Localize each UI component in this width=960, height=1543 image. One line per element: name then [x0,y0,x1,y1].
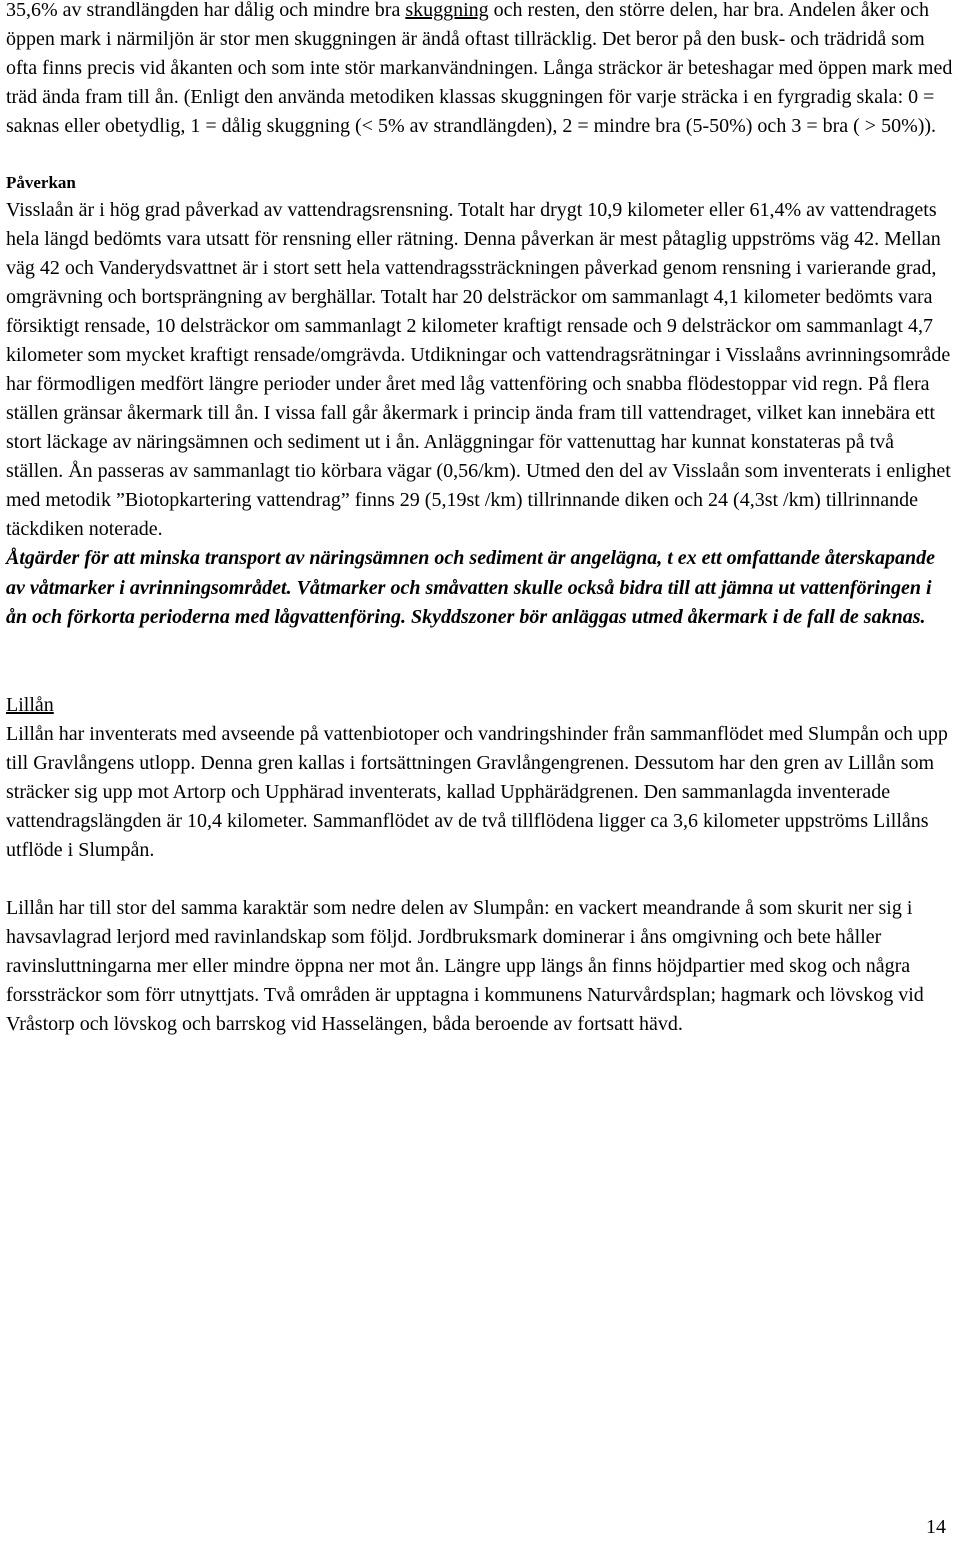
intro-underlined-term: skuggning [405,0,489,21]
document-page [6,0,954,1039]
page-number: 14 [926,1516,946,1538]
lillan-paragraph-1: Lillån har inventerats med avseende på vattenbiotoper och vandringshinder från sammanflödet med Slumpån och upp till Gravlångens utlopp. Denna gren kallas i fortsättningen Gravlångengrenen. Dessutom har den gren av Lillån som sträcker sig upp mot Artorp och Upphärad inventerats, kallad Upphärädgrenen. Den sammanlagda inventerade vattendragslängden är 10,4 kilometer. Sammanflödet av de två tillflödena ligger ca 3,6 kilometer uppströms Lillåns utflöde i Slumpån. [6,722,948,861]
paverkan-paragraph: Visslaån är i hög grad påverkad av vattendragsrensning. Totalt har drygt 10,9 kilometer eller 61,4% av vattendragets hela längd bedömts vara utsatt för rensning eller rätning. Denna påverkan är mest påtaglig uppströms väg 42. Mellan väg 42 och Vanderydsvattnet är i stort sett hela vattendragssträckningen påverkad genom rensning i varierande grad, omgrävning och bortsprängning av berghällar. Totalt har 20 delsträckor om sammanlagt 4,1 kilometer bedömts vara försiktigt rensade, 10 delsträckor om sammanlagt 2 kilometer kraftigt rensade och 9 delsträckor om sammanlagt 4,7 kilometer som mycket kraftigt rensade/omgrävda. Utdikningar och vattendragsrätningar i Visslaåns avrinningsområde har förmodligen medfört längre perioder under året med låg vattenföring och snabba flödestoppar vid regn. På flera ställen gränsar åkermark till ån. I vissa fall går åkermark i princip ända fram till vattendraget, vilket kan innebära ett stort läckage av näringsämnen och sediment ut i ån. Anläggningar för vattenuttag har kunnat konstateras på två ställen. Ån passeras av sammanlagt tio körbara vägar (0,56/km). Utmed den del av Visslaån som inventerats i enlighet med metodik ”Biotopkartering vattendrag” finns 29 (5,19st /km) tillrinnande diken och 24 (4,3st /km) tillrinnande täckdiken noterade. [6,199,951,540]
measures-paragraph: Åtgärder för att minska transport av näringsämnen och sediment är angelägna, t ex ett omfattande återskapande av våtmarker i avrinningsområdet. Våtmarker och småvatten skulle också bidra till att jämna ut vattenföringen i ån och förkorta perioderna med lågvattenföring. Skyddszoner bör anläggas utmed åkermark i de fall de saknas. [6,547,935,628]
intro-paragraph [6,0,954,141]
paragraph-spacer [6,865,954,894]
lillan-section-title: Lillån [6,693,54,716]
intro-rest: och resten, den större delen, har bra. Andelen åker och öppen mark i närmiljön är stor men skuggningen är ändå oftast tillräcklig. Det beror på den busk- och trädridå som ofta finns precis vid åkanten och som inte stör markanvändningen. Långa sträckor är beteshagar med öppen mark med träd ända fram till ån. (Enligt den använda metodiken klassas skuggningen för varje sträcka i en fyrgradig skala: 0 = saknas eller obetydlig, 1 = dålig skuggning (< 5% av strandlängden), 2 = mindre bra (5-50%) och 3 = bra ( > 50%)). [6,0,953,137]
lillan-paragraph-2: Lillån har till stor del samma karaktär som nedre delen av Slumpån: en vackert meandrande å som skurit ner sig i havsavlagrad lerjord med ravinlandskap som följd. Jordbruksmark dominerar i åns omgivning och bete håller ravinsluttningarna mer eller mindre öppna ner mot ån. Längre upp längs ån finns höjdpartier med skog och några forssträckor som förr utnyttjats. Två områden är upptagna i kommunens Naturvårdsplan; hagmark och lövskog vid Vråstorp och lövskog och barrskog vid Hasselängen, båda beroende av fortsatt hävd. [6,896,924,1035]
intro-prefix: 35,6% av strandlängden har dålig och mindre bra [6,0,406,21]
paverkan-heading: Påverkan [6,173,76,192]
